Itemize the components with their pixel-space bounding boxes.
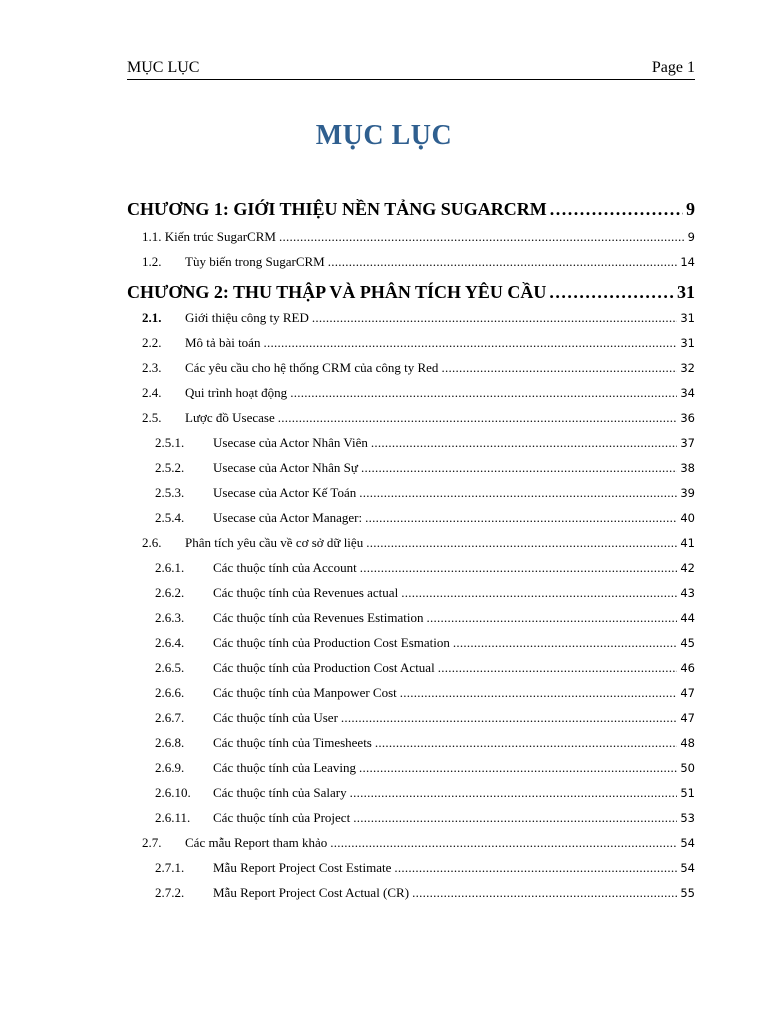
- toc-dot-leader: [549, 279, 674, 305]
- toc-entry-number: 2.7.2.: [155, 885, 185, 900]
- toc-entry-number: 2.6.4.: [155, 635, 185, 650]
- toc-entry-title: Các thuộc tính của Account: [213, 560, 357, 575]
- toc-entry-title: Mô tả bài toán: [185, 335, 261, 350]
- toc-entry-page-number: 51: [680, 786, 695, 800]
- toc-dot-leader: [401, 582, 677, 604]
- toc-entry-title: Qui trình hoạt động: [185, 385, 288, 400]
- toc-dot-leader: [330, 832, 677, 854]
- toc-entry-number: 2.6.2.: [155, 585, 185, 600]
- toc-entry-number: 1.2.: [142, 254, 162, 269]
- toc-entry[interactable]: [127, 532, 695, 554]
- toc-entry-page-number: 47: [680, 711, 695, 725]
- toc-entry-page-number: 54: [680, 861, 695, 875]
- toc-dot-leader: [412, 882, 677, 904]
- toc-entry-title: Usecase của Actor Nhân Viên: [213, 435, 368, 450]
- toc-entry-title: 1.1. Kiến trúc SugarCRM: [142, 229, 276, 244]
- toc-entry-page-number: 9: [686, 199, 695, 219]
- toc-entry[interactable]: [127, 707, 695, 729]
- toc-dot-leader: [375, 732, 677, 754]
- page-header: [127, 57, 695, 80]
- toc-entry-page-number: 31: [677, 282, 695, 302]
- toc-entry-page-number: 41: [680, 536, 695, 550]
- toc-entry-page-number: 55: [680, 886, 695, 900]
- toc-entry-title: Các thuộc tính của Production Cost Actual: [213, 660, 435, 675]
- toc-entry-page-number: 31: [680, 336, 695, 350]
- toc-entry-page-number: 40: [680, 511, 695, 525]
- toc-dot-leader: [359, 482, 677, 504]
- toc-entry-title: Các thuộc tính của Timesheets: [213, 735, 372, 750]
- toc-dot-leader: [312, 307, 677, 329]
- toc-entry[interactable]: [127, 226, 695, 248]
- toc-dot-leader: [441, 357, 677, 379]
- toc-entry-page-number: 34: [680, 386, 695, 400]
- toc-entry-number: 2.6.: [142, 535, 162, 550]
- toc-dot-leader: [350, 782, 678, 804]
- toc-entry-number: 2.2.: [142, 335, 162, 350]
- toc-entry[interactable]: [127, 457, 695, 479]
- toc-entry-page-number: 44: [680, 611, 695, 625]
- toc-entry-title: Các thuộc tính của Revenues actual: [213, 585, 399, 600]
- toc-entry[interactable]: [127, 732, 695, 754]
- toc-entry[interactable]: [127, 557, 695, 579]
- toc-dot-leader: [438, 657, 678, 679]
- toc-entry-page-number: 38: [680, 461, 695, 475]
- toc-dot-leader: [361, 457, 677, 479]
- toc-dot-leader: [371, 432, 677, 454]
- toc-dot-leader: [366, 532, 677, 554]
- toc-entry[interactable]: [127, 382, 695, 404]
- toc-dot-leader: [394, 857, 677, 879]
- toc-entry-page-number: 45: [680, 636, 695, 650]
- toc-entry-number: 2.7.1.: [155, 860, 185, 875]
- toc-dot-leader: [365, 507, 677, 529]
- toc-entry[interactable]: [127, 582, 695, 604]
- toc-dot-leader: [426, 607, 677, 629]
- toc-entry-number: 2.6.10.: [155, 785, 191, 800]
- toc-entry-page-number: 36: [680, 411, 695, 425]
- toc-entry-number: 2.5.: [142, 410, 162, 425]
- toc-entry[interactable]: [127, 251, 695, 273]
- toc-entry-title: Các thuộc tính của Leaving: [213, 760, 356, 775]
- toc-entry-number: 2.3.: [142, 360, 162, 375]
- toc-dot-leader: [341, 707, 677, 729]
- toc-entry-title: Lược đồ Usecase: [185, 410, 275, 425]
- toc-entry-number: 2.4.: [142, 385, 162, 400]
- toc-entry-number: 2.5.2.: [155, 460, 185, 475]
- toc-entry-title: CHƯƠNG 1: GIỚI THIỆU NỀN TẢNG SUGARCRM: [127, 199, 547, 219]
- toc-entry-title: Usecase của Actor Nhân Sự: [213, 460, 358, 475]
- toc-chapter-entry[interactable]: [127, 196, 695, 222]
- toc-entry[interactable]: [127, 507, 695, 529]
- toc-dot-leader: [278, 407, 678, 429]
- toc-entry-title: Tùy biến trong SugarCRM: [185, 254, 325, 269]
- toc-entry[interactable]: [127, 807, 695, 829]
- toc-entry-title: Các mẫu Report tham khảo: [185, 835, 328, 850]
- toc-entry-number: 2.5.3.: [155, 485, 185, 500]
- toc-entry-page-number: 54: [680, 836, 695, 850]
- toc-entry-title: Usecase của Actor Kế Toán: [213, 485, 357, 500]
- toc-dot-leader: [263, 332, 677, 354]
- toc-entry-page-number: 9: [687, 230, 695, 244]
- toc-entry-number: 2.6.1.: [155, 560, 185, 575]
- toc-entry-title: Các thuộc tính của User: [213, 710, 338, 725]
- toc-chapter-entry[interactable]: [127, 279, 695, 305]
- toc-entry-number: 2.7.: [142, 835, 162, 850]
- toc-entry[interactable]: [127, 607, 695, 629]
- toc-entry[interactable]: [127, 632, 695, 654]
- toc-entry-number: 2.6.11.: [155, 810, 191, 825]
- toc-entry[interactable]: [127, 757, 695, 779]
- toc-entry-page-number: 14: [680, 255, 695, 269]
- header-page-number: Page 1: [651, 59, 695, 76]
- header-left-title: MỤC LỤC: [127, 59, 200, 76]
- toc-entry-number: 2.6.7.: [155, 710, 185, 725]
- toc-entry-number: 2.1.: [142, 310, 162, 325]
- toc-entry-number: 2.6.3.: [155, 610, 185, 625]
- page-title: MỤC LỤC: [315, 120, 453, 151]
- toc-entry[interactable]: [127, 857, 695, 879]
- toc-entry-page-number: 42: [680, 561, 695, 575]
- toc-entry-title: Các yêu cầu cho hệ thống CRM của công ty Red: [185, 360, 439, 375]
- toc-entry-page-number: 39: [680, 486, 695, 500]
- toc-entry-page-number: 47: [680, 686, 695, 700]
- toc-dot-leader: [550, 196, 683, 222]
- toc-entry[interactable]: [127, 407, 695, 429]
- toc-dot-leader: [359, 757, 677, 779]
- toc-dot-leader: [400, 682, 678, 704]
- toc-entry-number: 2.6.8.: [155, 735, 185, 750]
- toc-entry-page-number: 46: [680, 661, 695, 675]
- toc-entry-page-number: 48: [680, 736, 695, 750]
- toc-dot-leader: [360, 557, 678, 579]
- toc-entry-page-number: 53: [680, 811, 695, 825]
- toc-dot-leader: [290, 382, 677, 404]
- toc-entry-title: Mẫu Report Project Cost Actual (CR): [213, 885, 410, 900]
- toc-entry-title: Các thuộc tính của Production Cost Esmation: [213, 635, 450, 650]
- toc-entry[interactable]: [127, 832, 695, 854]
- toc-entry-title: Các thuộc tính của Manpower Cost: [213, 685, 397, 700]
- toc-entry-page-number: 31: [680, 311, 695, 325]
- toc-dot-leader: [353, 807, 677, 829]
- toc-entry-number: 2.5.1.: [155, 435, 185, 450]
- toc-entry[interactable]: [127, 357, 695, 379]
- toc-entry-title: Phân tích yêu cầu về cơ sở dữ liệu: [185, 535, 364, 550]
- toc-entry-title: Giới thiệu công ty RED: [185, 310, 309, 325]
- toc-entry-page-number: 32: [680, 361, 695, 375]
- toc-dot-leader: [453, 632, 678, 654]
- toc-entry-page-number: 37: [680, 436, 695, 450]
- toc-entry[interactable]: [127, 432, 695, 454]
- toc-entry-page-number: 43: [680, 586, 695, 600]
- toc-entry-number: 2.6.6.: [155, 685, 185, 700]
- toc-entry-title: Usecase của Actor Manager:: [213, 510, 363, 525]
- toc-entry-title: Các thuộc tính của Project: [213, 810, 351, 825]
- toc-entry-number: 2.6.5.: [155, 660, 185, 675]
- toc-entry[interactable]: [127, 782, 695, 804]
- toc-entry[interactable]: [127, 657, 695, 679]
- toc-entry[interactable]: [127, 307, 695, 329]
- toc-entry[interactable]: [127, 882, 695, 904]
- toc-entry-number: 2.6.9.: [155, 760, 185, 775]
- toc-entry-title: Các thuộc tính của Revenues Estimation: [213, 610, 424, 625]
- toc-entry-page-number: 50: [680, 761, 695, 775]
- toc-entry-number: 2.5.4.: [155, 510, 185, 525]
- toc-entry[interactable]: [127, 482, 695, 504]
- toc-entry[interactable]: [127, 682, 695, 704]
- toc-dot-leader: [328, 251, 678, 273]
- toc-entry[interactable]: [127, 332, 695, 354]
- toc-entry-title: Các thuộc tính của Salary: [213, 785, 347, 800]
- toc-entry-title: Mẫu Report Project Cost Estimate: [213, 860, 392, 875]
- toc-dot-leader: [279, 226, 685, 248]
- toc-entry-title: CHƯƠNG 2: THU THẬP VÀ PHÂN TÍCH YÊU CẦU: [127, 282, 547, 302]
